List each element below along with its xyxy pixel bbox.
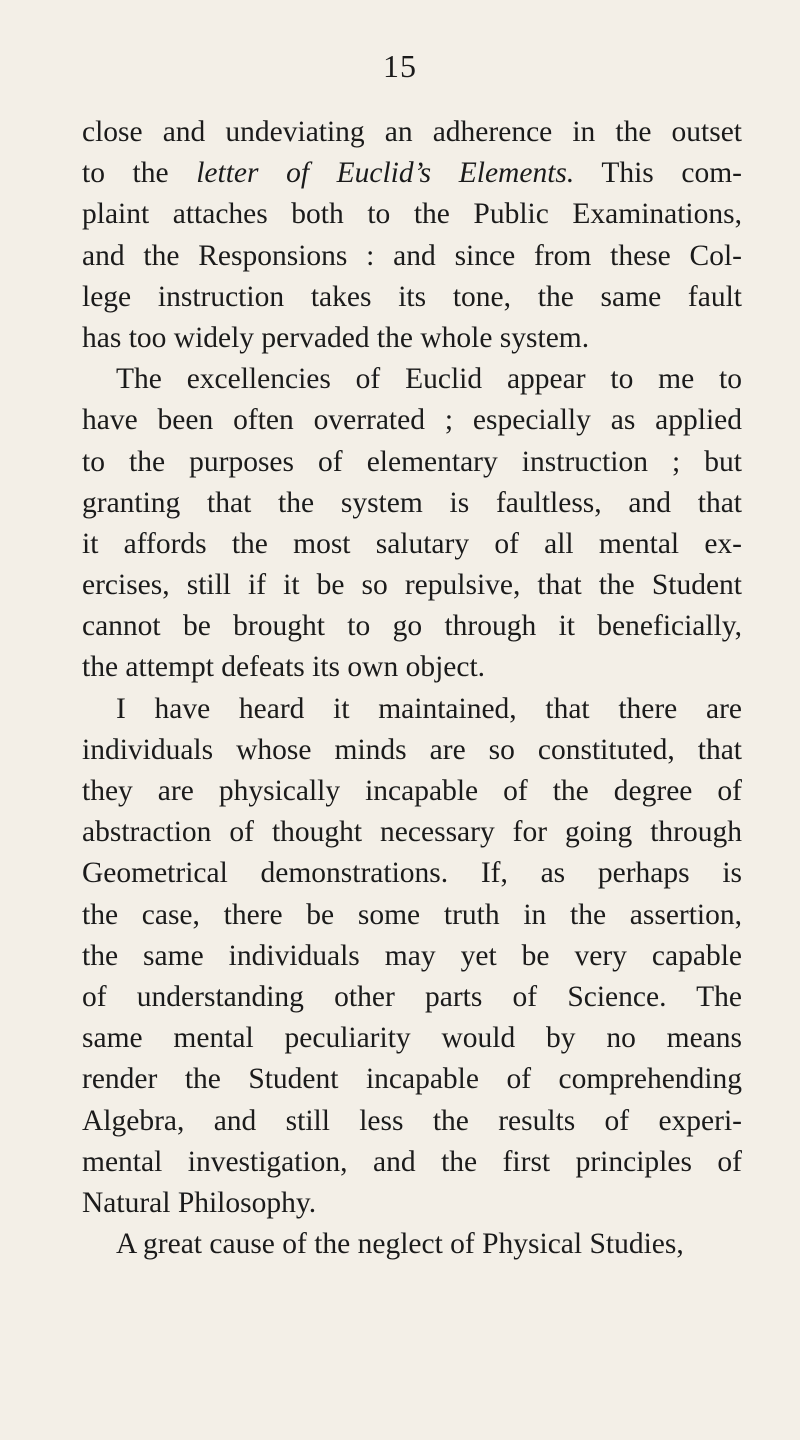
paragraph-end-line: has too widely pervaded the whole system.: [82, 321, 590, 354]
text-line: the same individuals may yet be very capable: [82, 939, 742, 972]
text-line: lege instruction takes its tone, the same fault: [82, 280, 742, 313]
text-line: Algebra, and still less the results of experi-: [82, 1104, 742, 1137]
body-text: [82, 112, 742, 1265]
text-line: and the Responsions : and since from these Col-: [82, 239, 742, 272]
text-line: cannot be brought to go through it beneficially,: [82, 610, 742, 643]
text-segment: This com-: [574, 157, 742, 190]
text-line: the case, there be some truth in the assertion,: [82, 898, 742, 931]
text-line: of understanding other parts of Science. The: [82, 980, 742, 1013]
text-line: ercises, still if it be so repulsive, that the Student: [82, 569, 742, 602]
paragraph-start-line: I have heard it maintained, that there are: [116, 692, 742, 725]
text-line: plaint attaches both to the Public Examinations,: [82, 198, 742, 231]
text-line: have been often overrated ; especially as applied: [82, 404, 742, 437]
text-line: render the Student incapable of comprehending: [82, 1063, 742, 1096]
text-line: same mental peculiarity would by no means: [82, 1022, 742, 1055]
text-line: to the purposes of elementary instruction ; but: [82, 445, 742, 478]
text-line: Geometrical demonstrations. If, as perhaps is: [82, 857, 742, 890]
paragraph-start-line: The excellencies of Euclid appear to me to: [116, 363, 742, 396]
text-line: mental investigation, and the first principles of: [82, 1145, 742, 1178]
text-line: it affords the most salutary of all mental ex-: [82, 527, 742, 560]
text-segment: to the: [82, 157, 197, 190]
paragraph-start-line: A great cause of the neglect of Physical Studies,: [116, 1228, 684, 1261]
text-line: granting that the system is faultless, and that: [82, 486, 742, 519]
text-line: they are physically incapable of the degree of: [82, 775, 742, 807]
paragraph-end-line: the attempt defeats its own object.: [82, 651, 486, 684]
paragraph-end-line: Natural Philosophy.: [82, 1186, 317, 1219]
italic-book-title: letter of Euclid’s Elements.: [196, 157, 575, 190]
text-line: abstraction of thought necessary for going through: [82, 816, 742, 849]
text-line: close and undeviating an adherence in the outset: [82, 116, 742, 148]
page-number: 15: [383, 48, 417, 84]
text-line: individuals whose minds are so constituted, that: [82, 733, 742, 766]
text-line: [82, 153, 742, 194]
